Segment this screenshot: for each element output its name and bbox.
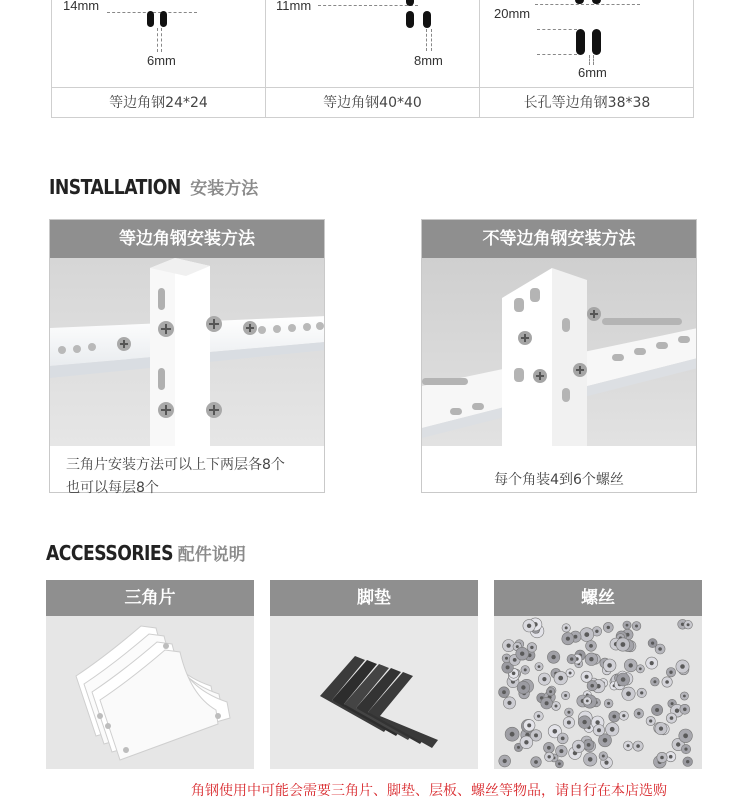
- spec-column-40: [266, 0, 480, 118]
- dimension-label: 6mm: [578, 65, 607, 80]
- dimension-line: [537, 54, 577, 55]
- dimension-label: 6mm: [147, 53, 176, 68]
- dimension-line: [537, 29, 577, 30]
- hole-slot: [576, 29, 585, 55]
- section-title-cn: 安装方法: [190, 179, 259, 199]
- screws-photo: [494, 616, 702, 769]
- spec-label: 长孔等边角钢38*38: [523, 95, 651, 111]
- spec-diagram: [480, 0, 694, 88]
- card-title: 等边角钢安装方法: [50, 220, 324, 258]
- spec-column-24: [52, 0, 266, 118]
- card-description-line: 三角片安装方法可以上下两层各8个: [66, 457, 285, 473]
- section-title-cn: 配件说明: [177, 545, 246, 565]
- accessory-triangle-plate: [46, 580, 254, 769]
- dimension-line: [431, 29, 432, 51]
- unequal-angle-assembly-photo: [422, 258, 696, 446]
- card-description: 每个角装4到6个螺丝: [494, 472, 624, 488]
- card-description: [50, 446, 324, 496]
- dimension-label: 20mm: [494, 6, 531, 21]
- spec-label: 等边角钢24*24: [109, 95, 208, 111]
- accessory-title: 脚垫: [270, 580, 478, 616]
- dimension-line: [535, 4, 640, 5]
- spec-diagram: [52, 0, 265, 88]
- dimension-label: 14mm: [63, 0, 100, 13]
- section-title-en: INSTALLATION: [49, 175, 181, 199]
- hole-slot: [160, 11, 167, 27]
- spec-label: 等边角钢40*40: [323, 95, 422, 111]
- foot-pad-photo: [270, 616, 478, 769]
- dimension-label: 11mm: [276, 0, 312, 13]
- dimension-line: [157, 28, 158, 52]
- section-title-en: ACCESSORIES: [46, 541, 174, 565]
- installation-card-unequal-angle: [421, 219, 697, 493]
- footnote: 角钢使用中可能会需要三角片、脚垫、层板、螺丝等物品，请自行在本店选购: [191, 783, 667, 799]
- spec-column-38: [480, 0, 694, 118]
- accessory-title: 螺丝: [494, 580, 702, 616]
- hole-slot: [592, 29, 601, 55]
- accessory-title: 三角片: [46, 580, 254, 616]
- dimension-line: [589, 55, 590, 65]
- spec-table: [51, 0, 694, 118]
- accessory-screws: [494, 580, 702, 769]
- installation-card-equal-angle: [49, 219, 325, 496]
- accessories-heading: [46, 540, 246, 565]
- installation-heading: [49, 174, 258, 199]
- dimension-line: [318, 5, 418, 6]
- dimension-label: 8mm: [414, 53, 443, 68]
- spec-diagram: [266, 0, 479, 88]
- card-title: 不等边角钢安装方法: [422, 220, 696, 258]
- card-description-line: 也可以每层8个: [66, 480, 159, 496]
- accessory-foot-pad: [270, 580, 478, 769]
- dimension-line: [426, 29, 427, 51]
- hole-slot: [147, 11, 154, 27]
- hole-slot: [406, 11, 414, 28]
- equal-angle-assembly-photo: [50, 258, 324, 446]
- dimension-line: [161, 28, 162, 52]
- dimension-line: [593, 55, 594, 65]
- triangle-plate-photo: [46, 616, 254, 769]
- hole-slot: [423, 11, 431, 28]
